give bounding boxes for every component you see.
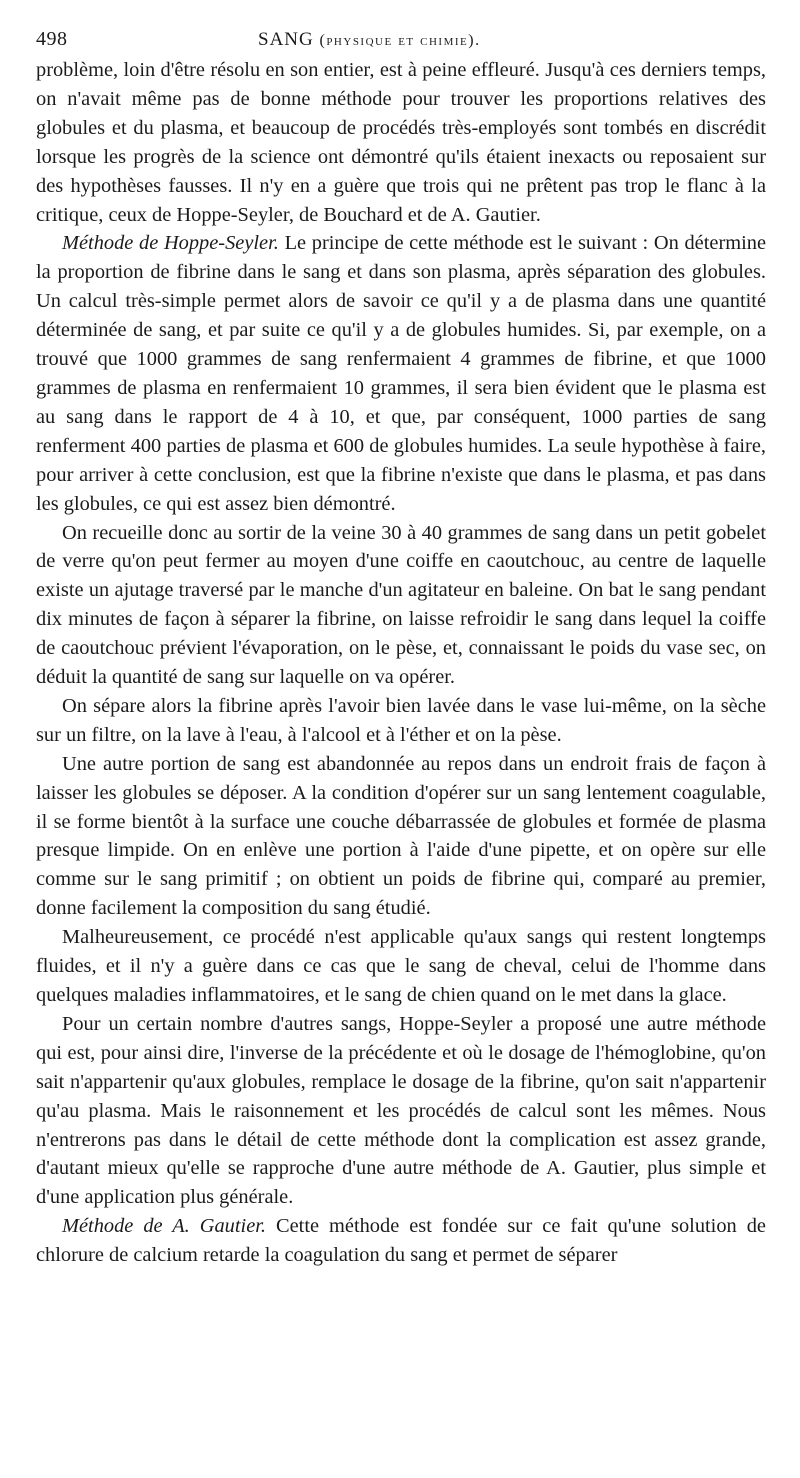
- paragraph-gautier-method: [36, 1212, 766, 1270]
- paragraph-text: problème, loin d'être résolu en son entier, est à peine effleuré. Jusqu'à ces derniers temps, on n'avait même pas de bonne méthode pour trouver les proportions relatives des globules et du plasma, et beaucoup de procédés très-employés sont tombés en discrédit lorsque les progrès de la science ont démontré qu'ils étaient inexacts ou reposaient sur des hypothèses fausses. Il n'y en a guère que trois qui ne prêtent pas trop le flanc à la critique, ceux de Hoppe-Seyler, de Bouchard et de A. Gautier.: [36, 59, 766, 226]
- paragraph-text: Pour un certain nombre d'autres sangs, Hoppe-Seyler a proposé une autre méthode qui est, pour ainsi dire, l'inverse de la précédente et où le dosage de l'hémoglobine, qu'on sait n'appartenir qu'aux globules, remplace le dosage de la fibrine, qu'on sait n'appartenir qu'au plasma. Mais le raisonnement et les procédés de calcul sont les mêmes. Nous n'entrerons pas dans le détail de cette méthode dont la complication est assez grande, d'autant mieux qu'elle se rapproche d'une autre méthode de A. Gautier, plus simple et d'une application plus générale.: [36, 1012, 766, 1209]
- paragraph-text: Le principe de cette méthode est le suivant : On détermine la proportion de fibrine dans le sang et dans son plasma, après séparation des globules. Un calcul très-simple permet alors de savoir ce qu'il y a de plasma dans une quantité déterminée de sang, et par suite ce qu'il y a de globules humides. Si, par exemple, on a trouvé que 1000 grammes de sang renfermaient 4 grammes de fibrine, et que 1000 grammes de plasma en renfermaient 10 grammes, il sera bien évident que le plasma est au sang dans le rapport de 4 à 10, et que, par conséquent, 1000 parties de sang renferment 400 parties de plasma et 600 de globules humides. La seule hypothèse à faire, pour arriver à cette conclusion, est que la fibrine n'existe que dans le plasma, et pas dans les globules, ce qui est assez bien démontré.: [36, 232, 767, 515]
- book-page: [36, 22, 766, 1270]
- paragraph-text: On recueille donc au sortir de la veine 30 à 40 grammes de sang dans un petit gobelet de verre qu'on peut fermer au moyen d'une coiffe en caoutchouc, au centre de laquelle existe un ajutage traversé par le manche d'un agitateur en baleine. On bat le sang pendant dix minutes de façon à séparer la fibrine, on laisse refroidir le sang dans lequel la coiffe de caoutchouc prévient l'évaporation, on le pèse, et, connaissant le poids du vase sec, on déduit la quantité de sang sur laquelle on va opérer.: [36, 521, 766, 689]
- paragraph-hoppe-seyler-method: [36, 229, 766, 518]
- paragraph-plasma-portion: [36, 750, 766, 923]
- paragraph-continuation: [36, 56, 766, 229]
- running-title: [258, 29, 481, 51]
- paragraph-alternative-method: [36, 1010, 766, 1212]
- paragraph-text: Cette méthode est fondée sur ce fait qu'une solution de chlorure de calcium retarde la coagulation du sang et permet de séparer: [36, 1215, 766, 1267]
- running-title-main: SANG: [258, 29, 314, 50]
- page-number: 498: [36, 28, 68, 50]
- page-header: [36, 22, 766, 52]
- paragraph-text: On sépare alors la fibrine après l'avoir bien lavée dans le vase lui-même, on la sèche sur un filtre, on la lave à l'eau, à l'alcool et à l'éther et on la pèse.: [36, 694, 766, 746]
- body-text: [36, 56, 766, 1270]
- paragraph-text: Malheureusement, ce procédé n'est applicable qu'aux sangs qui restent longtemps fluides, et il n'y a guère dans ce cas que le sang de cheval, celui de l'homme dans quelques maladies inflammatoires, et le sang de chien quand on le met dans la glace.: [36, 926, 766, 1006]
- section-heading-gautier: Méthode de A. Gautier.: [62, 1215, 267, 1238]
- paragraph-text: Une autre portion de sang est abandonnée au repos dans un endroit frais de façon à laisser les globules se déposer. A la condition d'opérer sur un sang lentement coagulable, il se forme bientôt à la surface une couche débarrassée de globules et formée de plasma presque limpide. On en enlève une portion à l'aide d'une pipette, et on opère sur elle comme sur le sang primitif ; on obtient un poids de fibrine qui, comparé au premier, donne facilement la composition du sang étudié.: [36, 752, 766, 920]
- paragraph-limitation: [36, 923, 766, 1010]
- paragraph-procedure: [36, 519, 766, 692]
- running-title-sub: (physique et chimie).: [319, 32, 481, 49]
- paragraph-fibrine-separation: [36, 692, 766, 750]
- section-heading-hoppe-seyler: Méthode de Hoppe-Seyler.: [62, 232, 279, 255]
